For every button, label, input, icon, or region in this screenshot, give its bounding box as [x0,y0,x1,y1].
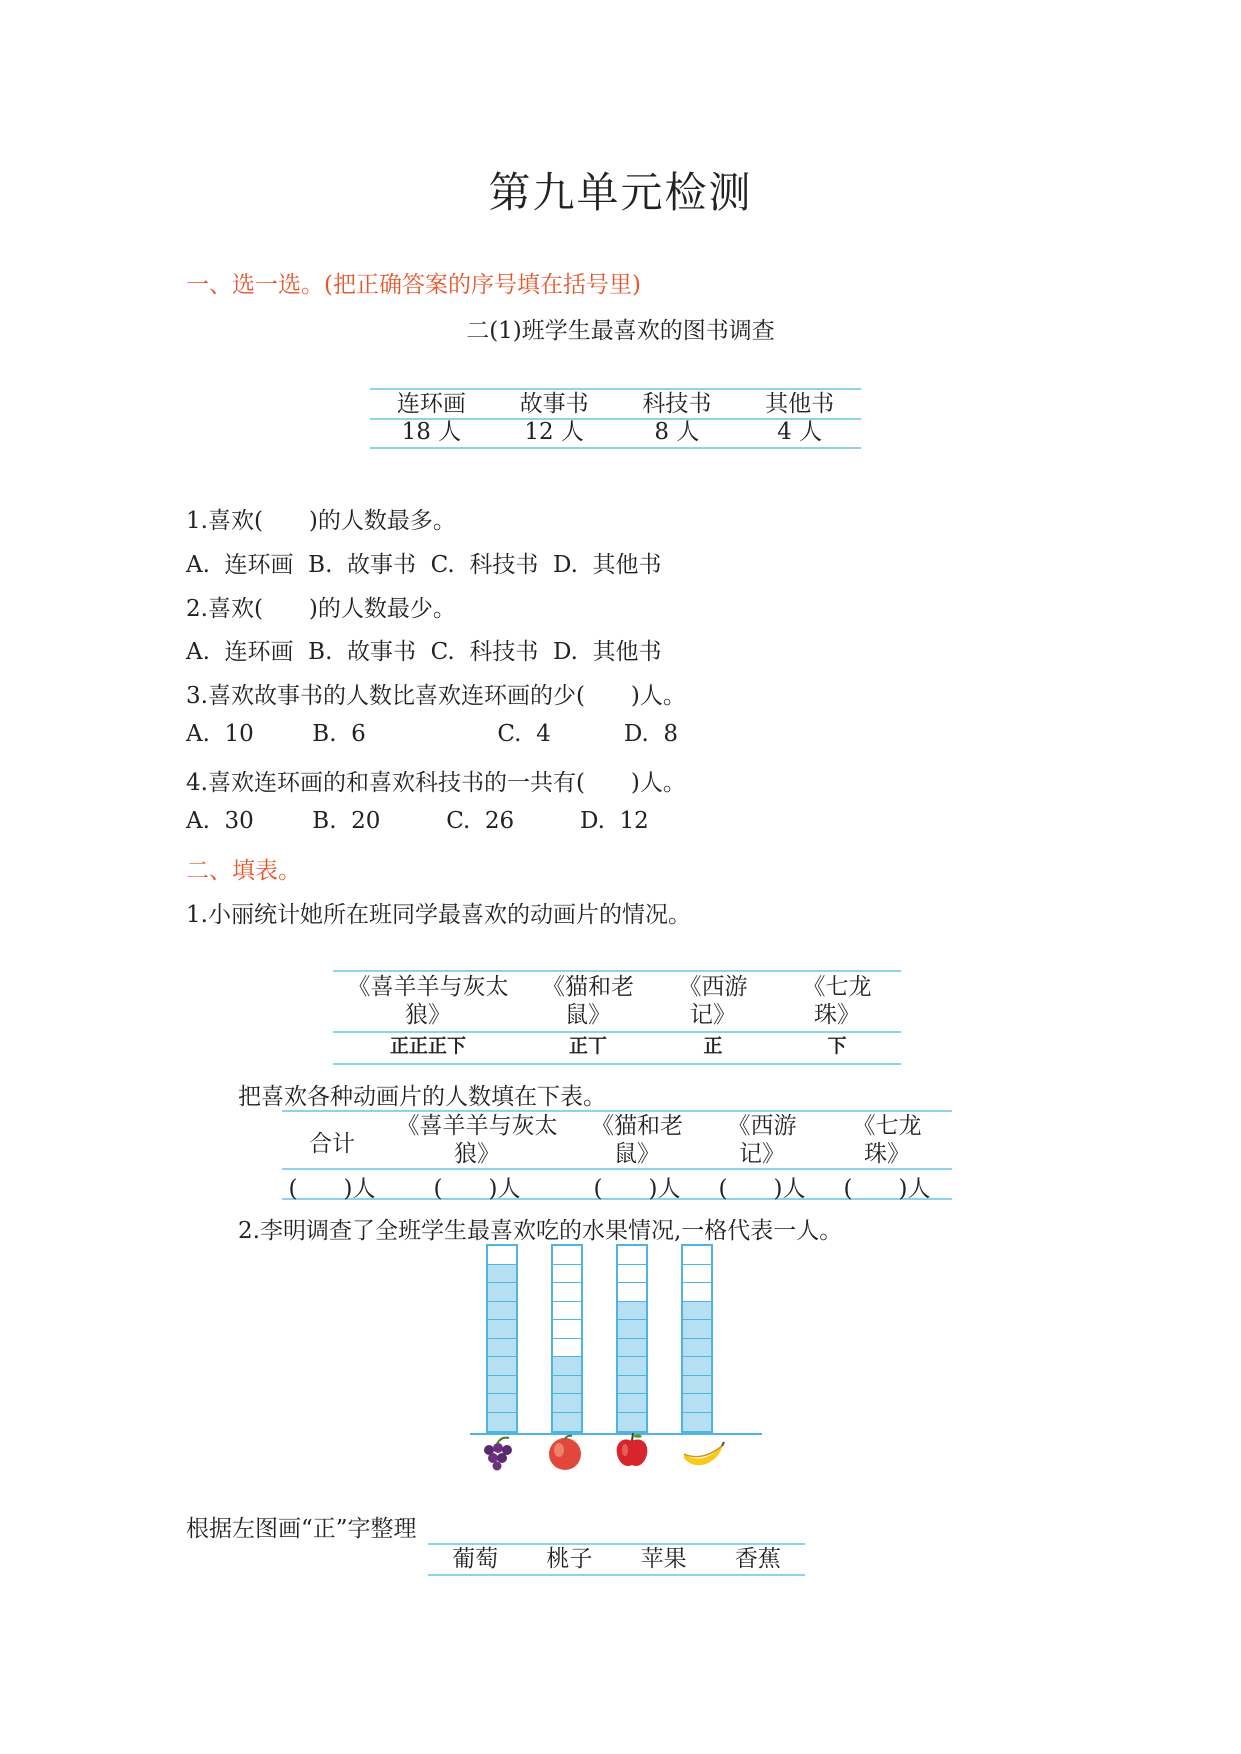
header-other: 其他书 [765,391,835,417]
bar-cell [488,1339,516,1358]
cartoon-header-1: 《喜羊羊与灰太 狼》 [347,974,509,1028]
apple-icon [612,1430,652,1470]
bar-cell [618,1302,646,1321]
bar-cell [553,1320,581,1339]
fruit-tally-table [428,1545,805,1573]
header-comics: 连环画 [396,391,466,417]
bar-cell [683,1376,711,1395]
header-stories: 故事书 [519,391,589,417]
bar-peach [551,1244,583,1433]
bar-banana [681,1244,713,1433]
blank-4[interactable]: ( )人 [843,1176,931,1202]
bar-cell [488,1394,516,1413]
bar-cell [553,1246,581,1265]
bar-cell [553,1339,581,1358]
bar-cell [618,1376,646,1395]
fruit-header-banana: 香蕉 [734,1546,781,1572]
bar-cell [618,1320,646,1339]
cartoon-header-2: 《猫和老 鼠》 [542,974,634,1028]
bar-cell [683,1265,711,1284]
bar-cell [488,1357,516,1376]
question-4: 4.喜欢连环画的和喜欢科技书的一共有( )人。 [186,770,686,796]
bar-cell [553,1283,581,1302]
section1-heading: 一、选一选。(把正确答案的序号填在括号里) [186,272,641,298]
bar-cell [683,1302,711,1321]
fill-header-2: 《猫和老 鼠》 [591,1113,683,1167]
blank-1[interactable]: ( )人 [433,1176,521,1202]
cartoon-tally-table [333,972,901,1062]
bar-cell [683,1357,711,1376]
bar-cell [553,1413,581,1432]
banana-icon [680,1432,726,1472]
peach-icon [545,1432,585,1472]
bar-cell [488,1413,516,1432]
question-3-options: A. 10 B. 6 C. 4 D. 8 [186,721,679,747]
bar-cell [488,1376,516,1395]
fruit-bar-chart [470,1240,770,1430]
tally-instruction: 根据左图画“正”字整理 [186,1516,417,1542]
fill-instruction: 把喜欢各种动画片的人数填在下表。 [238,1084,606,1110]
bar-cell [618,1265,646,1284]
blank-total[interactable]: ( )人 [288,1176,376,1202]
value-comics: 18 人 [401,419,462,445]
header-science: 科技书 [642,391,712,417]
blank-2[interactable]: ( )人 [593,1176,681,1202]
book-survey-table [370,390,861,446]
bar-cell [618,1339,646,1358]
question-3: 3.喜欢故事书的人数比喜欢连环画的少( )人。 [186,683,686,709]
tally-1: 正正正下 [389,1035,466,1057]
bar-cell [553,1357,581,1376]
bar-cell [683,1413,711,1432]
bar-cell [618,1246,646,1265]
question-cartoon: 1.小丽统计她所在班同学最喜欢的动画片的情况。 [186,902,691,928]
fill-header-1: 《喜羊羊与灰太 狼》 [396,1113,558,1167]
bar-cell [488,1283,516,1302]
bar-grape [486,1244,518,1433]
question-2-options: A. 连环画 B. 故事书 C. 科技书 D. 其他书 [186,639,662,665]
question-1-options: A. 连环画 B. 故事书 C. 科技书 D. 其他书 [186,552,662,578]
bar-cell [618,1357,646,1376]
tally-3: 正 [703,1035,723,1057]
value-other: 4 人 [777,419,823,445]
question-2: 2.喜欢( )的人数最少。 [186,596,456,622]
fill-header-total: 合计 [309,1131,355,1157]
bar-cell [683,1320,711,1339]
bar-cell [683,1246,711,1265]
bar-apple [616,1244,648,1433]
cartoon-header-4: 《七龙 珠》 [802,974,872,1028]
bar-cell [683,1394,711,1413]
bar-cell [553,1265,581,1284]
question-fruit: 2.李明调查了全班学生最喜欢吃的水果情况,一格代表一人。 [238,1218,843,1244]
fill-header-4: 《七龙 珠》 [852,1113,922,1167]
page-title: 第九单元检测 [488,168,753,217]
bar-cell [553,1302,581,1321]
bar-cell [618,1283,646,1302]
value-stories: 12 人 [524,419,584,445]
bar-cell [618,1394,646,1413]
grape-icon [477,1432,517,1472]
bar-cell [553,1394,581,1413]
cartoon-fill-table [282,1112,952,1200]
question-1: 1.喜欢( )的人数最多。 [186,508,456,534]
section2-heading: 二、填表。 [186,858,301,884]
bar-cell [488,1302,516,1321]
fruit-header-peach: 桃子 [546,1546,593,1572]
bar-cell [488,1246,516,1265]
bar-cell [553,1376,581,1395]
blank-3[interactable]: ( )人 [718,1176,806,1202]
cartoon-header-3: 《西游 记》 [678,974,748,1028]
survey-table-title: 二(1)班学生最喜欢的图书调查 [466,318,775,344]
tally-4: 下 [827,1035,847,1057]
fruit-header-apple: 苹果 [640,1546,687,1572]
question-4-options: A. 30 B. 20 C. 26 D. 12 [186,808,649,834]
tally-2: 正丅 [568,1035,607,1057]
bar-cell [488,1265,516,1284]
bar-cell [683,1283,711,1302]
bar-cell [488,1320,516,1339]
fruit-header-grape: 葡萄 [452,1546,499,1572]
bar-cell [618,1413,646,1432]
value-science: 8 人 [654,419,700,445]
fill-header-3: 《西游 记》 [727,1113,797,1167]
bar-cell [683,1339,711,1358]
